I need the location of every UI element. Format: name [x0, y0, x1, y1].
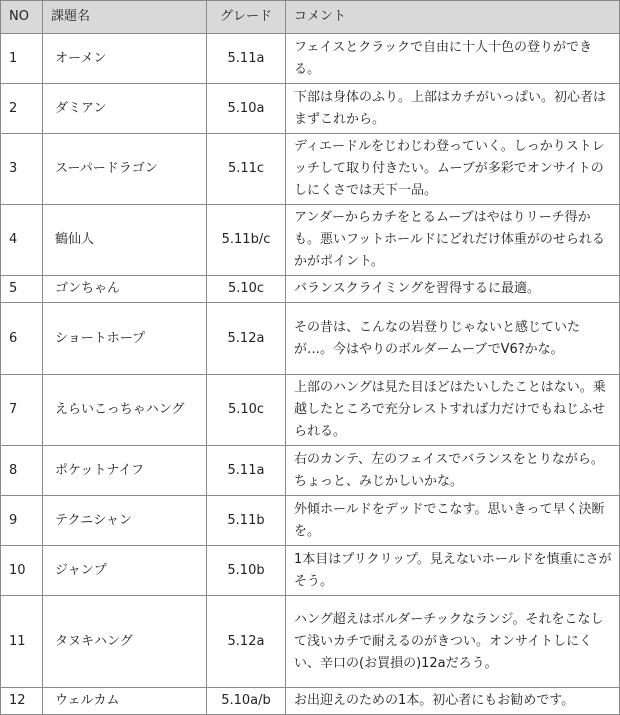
- table-header: [1, 1, 620, 34]
- table-row: [1, 205, 620, 276]
- table-row: [1, 496, 620, 546]
- cell-comment: バランスクライミングを習得するに最適。: [286, 276, 620, 303]
- cell-grade: 5.12a: [207, 303, 286, 375]
- cell-no: 6: [1, 303, 43, 375]
- table-row: [1, 34, 620, 84]
- cell-comment: 外傾ホールドをデッドでこなす。思いきって早く決断を。: [286, 496, 620, 546]
- header-name: 課題名: [43, 1, 207, 34]
- cell-grade: 5.11a: [207, 446, 286, 496]
- cell-comment: ディエードルをじわじわ登っていく。しっかりストレッチして取り付きたい。ムーブが多彩でオンサイトのしにくさでは天下一品。: [286, 134, 620, 205]
- cell-no: 10: [1, 546, 43, 596]
- header-comment: コメント: [286, 1, 620, 34]
- cell-grade: 5.10c: [207, 276, 286, 303]
- cell-name: オーメン: [43, 34, 207, 84]
- cell-grade: 5.11b: [207, 496, 286, 546]
- cell-no: 7: [1, 375, 43, 446]
- cell-grade: 5.10a: [207, 84, 286, 134]
- cell-name: えらいこっちゃハング: [43, 375, 207, 446]
- cell-comment: お出迎えのための1本。初心者にもお勧めです。: [286, 688, 620, 715]
- cell-name: ショートホープ: [43, 303, 207, 375]
- cell-grade: 5.11a: [207, 34, 286, 84]
- cell-no: 11: [1, 596, 43, 688]
- cell-grade: 5.10c: [207, 375, 286, 446]
- cell-grade: 5.11c: [207, 134, 286, 205]
- header-row: [1, 1, 620, 34]
- cell-no: 2: [1, 84, 43, 134]
- cell-grade: 5.11b/c: [207, 205, 286, 276]
- header-no: NO: [1, 1, 43, 34]
- cell-comment: 右のカンテ、左のフェイスでバランスをとりながら。ちょっと、みじかしいかな。: [286, 446, 620, 496]
- table-row: [1, 596, 620, 688]
- cell-name: タヌキハング: [43, 596, 207, 688]
- cell-grade: 5.10b: [207, 546, 286, 596]
- cell-grade: 5.12a: [207, 596, 286, 688]
- table-row: [1, 303, 620, 375]
- cell-name: スーパードラゴン: [43, 134, 207, 205]
- cell-name: ダミアン: [43, 84, 207, 134]
- header-grade: グレード: [207, 1, 286, 34]
- cell-comment: フェイスとクラックで自由に十人十色の登りができる。: [286, 34, 620, 84]
- table-row: [1, 84, 620, 134]
- table-row: [1, 134, 620, 205]
- cell-no: 1: [1, 34, 43, 84]
- cell-no: 12: [1, 688, 43, 715]
- cell-no: 3: [1, 134, 43, 205]
- table-row: [1, 375, 620, 446]
- cell-name: ジャンプ: [43, 546, 207, 596]
- cell-grade: 5.10a/b: [207, 688, 286, 715]
- cell-comment: その昔は、こんなの岩登りじゃないと感じていたが…。今はやりのボルダームーブでV6?かな。: [286, 303, 620, 375]
- table-row: [1, 688, 620, 715]
- cell-comment: アンダーからカチをとるムーブはやはりリーチ得かも。悪いフットホールドにどれだけ体重がのせられるかがポイント。: [286, 205, 620, 276]
- cell-name: ポケットナイフ: [43, 446, 207, 496]
- cell-comment: 上部のハングは見た目ほどはたいしたことはない。乗越したところで充分レストすれば力だけでもねじふせられる。: [286, 375, 620, 446]
- cell-no: 4: [1, 205, 43, 276]
- cell-no: 9: [1, 496, 43, 546]
- cell-name: ウェルカム: [43, 688, 207, 715]
- cell-name: テクニシャン: [43, 496, 207, 546]
- cell-name: ゴンちゃん: [43, 276, 207, 303]
- cell-comment: 1本目はプリクリップ。見えないホールドを慎重にさがそう。: [286, 546, 620, 596]
- table-body: [1, 34, 620, 715]
- table-row: [1, 546, 620, 596]
- cell-no: 5: [1, 276, 43, 303]
- table-row: [1, 276, 620, 303]
- cell-comment: 下部は身体のふり。上部はカチがいっぱい。初心者はまずこれから。: [286, 84, 620, 134]
- cell-no: 8: [1, 446, 43, 496]
- cell-name: 鶴仙人: [43, 205, 207, 276]
- table-row: [1, 446, 620, 496]
- cell-comment: ハング超えはボルダーチックなランジ。それをこなして浅いカチで耐えるのがきつい。オンサイトしにくい、辛口の(お買損の)12aだろう。: [286, 596, 620, 688]
